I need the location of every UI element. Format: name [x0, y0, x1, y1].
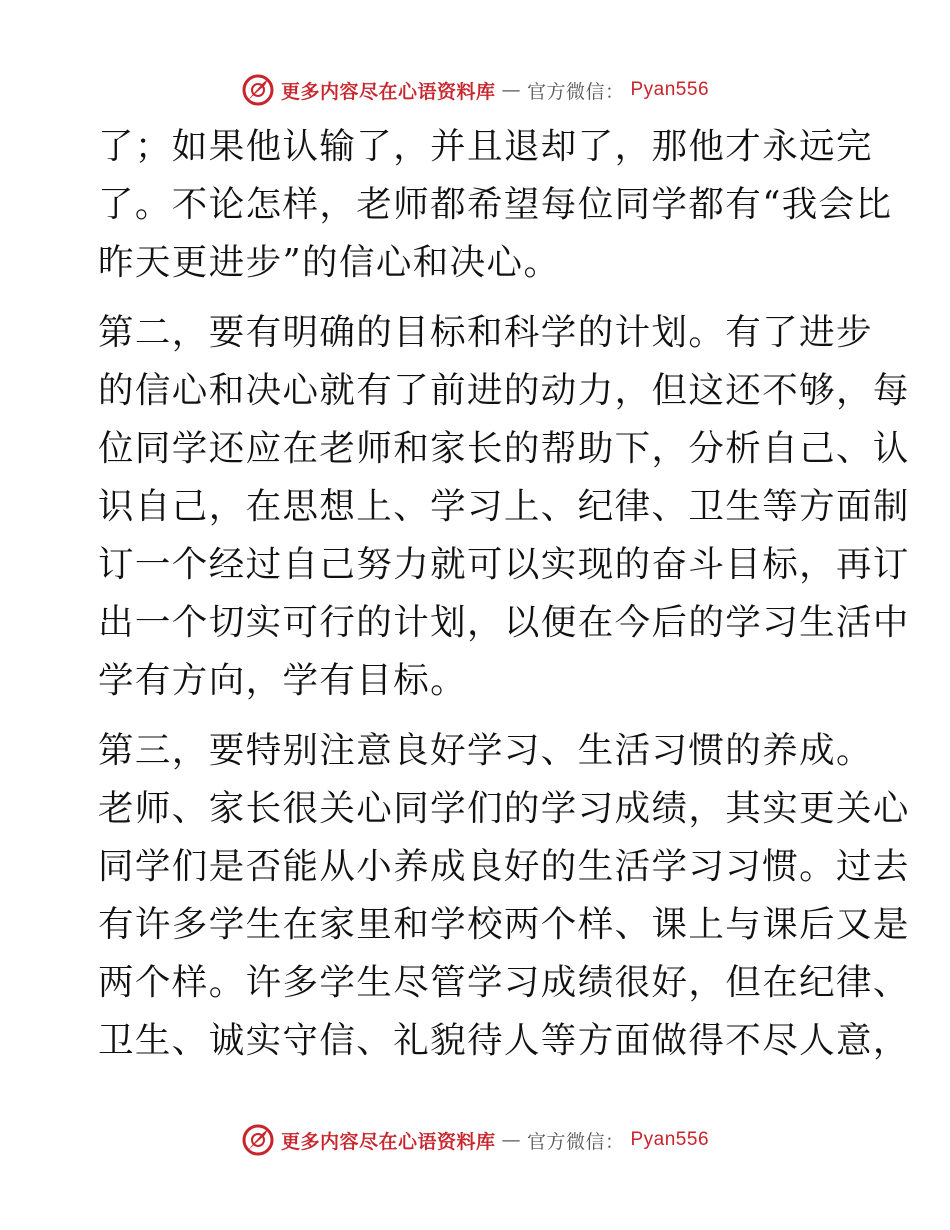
text-line: 老师、家长很关心同学们的学习成绩，其实更关心 [98, 788, 910, 829]
brand-logo-icon [241, 73, 275, 107]
text-line: 订一个经过自己努力就可以实现的奋斗目标，再订 [98, 544, 910, 585]
wechat-id: Pyan556 [630, 1129, 710, 1150]
banner-dash: — [501, 1129, 521, 1151]
paragraph-2 [98, 304, 910, 710]
text-line: 第三，要特别注意良好学习、生活习惯的养成。 [98, 730, 873, 771]
text-line: 有许多学生在家里和学校两个样、课上与课后又是 [98, 904, 910, 945]
header-banner [0, 70, 950, 110]
text-line: 的信心和决心就有了前进的动力，但这还不够，每 [98, 370, 910, 411]
document-body [98, 118, 910, 1070]
text-line: 学有方向，学有目标。 [98, 660, 468, 701]
official-label: 官方微信： [526, 80, 625, 103]
banner-dash: — [501, 79, 521, 101]
wechat-id: Pyan556 [630, 79, 710, 100]
brand-text: 更多内容尽在心语资料库 [280, 1130, 496, 1153]
text-line: 昨天更进步”的信心和决心。 [98, 242, 561, 283]
brand-text: 更多内容尽在心语资料库 [280, 80, 496, 103]
text-line: 卫生、诚实守信、礼貌待人等方面做得不尽人意， [98, 1020, 910, 1061]
text-line: 位同学还应在老师和家长的帮助下，分析自己、认 [98, 428, 910, 469]
text-line: 两个样。许多学生尽管学习成绩很好，但在纪律、 [98, 962, 910, 1003]
paragraph-1 [98, 118, 893, 292]
brand-logo-icon [241, 1123, 275, 1157]
text-line: 了；如果他认输了，并且退却了，那他才永远完 [98, 126, 873, 167]
text-line: 同学们是否能从小养成良好的生活学习习惯。过去 [98, 846, 910, 887]
text-line: 识自己，在思想上、学习上、纪律、卫生等方面制 [98, 486, 910, 527]
footer-banner [0, 1120, 950, 1160]
paragraph-3 [98, 722, 910, 1070]
text-line: 第二，要有明确的目标和科学的计划。有了进步 [98, 312, 873, 353]
text-line: 出一个切实可行的计划，以便在今后的学习生活中 [98, 602, 910, 643]
official-label: 官方微信： [526, 1130, 625, 1153]
text-line: 了。不论怎样，老师都希望每位同学都有“我会比 [98, 184, 893, 225]
